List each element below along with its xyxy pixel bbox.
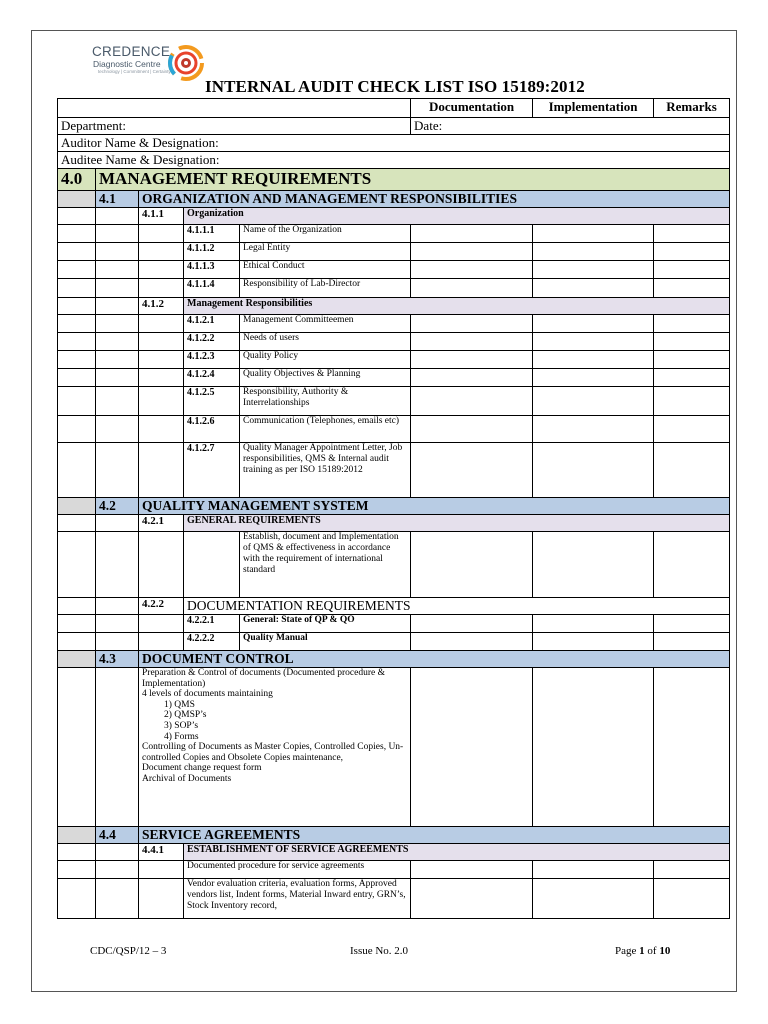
section-row	[58, 169, 730, 191]
list-item: 1) QMS	[164, 699, 195, 710]
item-text: 4 levels of documents maintaining	[142, 689, 273, 700]
checklist-row	[58, 416, 730, 443]
implementation-cell[interactable]	[533, 416, 654, 443]
documentation-cell[interactable]	[411, 369, 533, 387]
checklist-row	[58, 225, 730, 243]
item-text: Documented procedure for service agreements	[184, 861, 411, 879]
subsubsection-title: Organization	[184, 208, 730, 225]
documentation-cell[interactable]	[411, 387, 533, 416]
implementation-cell[interactable]	[533, 633, 654, 651]
item-number: 4.1.2.6	[184, 416, 240, 443]
auditee-label: Auditee Name & Designation:	[58, 152, 730, 169]
subsection-number: 4.3	[96, 651, 139, 668]
department-row	[58, 118, 730, 135]
documentation-cell[interactable]	[411, 351, 533, 369]
checklist-row	[58, 443, 730, 498]
list-item: 3) SOP’s	[164, 720, 199, 731]
documentation-cell[interactable]	[411, 443, 533, 498]
documentation-cell[interactable]	[411, 879, 533, 919]
item-number: 4.1.1.1	[184, 225, 240, 243]
documentation-cell[interactable]	[411, 615, 533, 633]
checklist-row	[58, 668, 730, 827]
documentation-cell[interactable]	[411, 633, 533, 651]
documentation-cell[interactable]	[411, 279, 533, 298]
remarks-cell[interactable]	[654, 633, 730, 651]
implementation-cell[interactable]	[533, 333, 654, 351]
document-code: CDC/QSP/12 – 3	[90, 945, 167, 957]
subsection-title: QUALITY MANAGEMENT SYSTEM	[139, 498, 730, 515]
item-number: 4.2.2.2	[184, 633, 240, 651]
item-text: Quality Objectives & Planning	[240, 369, 411, 387]
item-number: 4.1.2.2	[184, 333, 240, 351]
document-control-details	[139, 668, 411, 827]
implementation-cell[interactable]	[533, 225, 654, 243]
logo-mark-icon	[167, 44, 205, 82]
item-number: 4.1.1.2	[184, 243, 240, 261]
document-title: INTERNAL AUDIT CHECK LIST ISO 15189:2012	[205, 77, 585, 96]
checklist-row	[58, 369, 730, 387]
remarks-cell[interactable]	[654, 351, 730, 369]
section-number: 4.0	[58, 169, 96, 191]
item-text: Needs of users	[240, 333, 411, 351]
subsection-row	[58, 651, 730, 668]
item-text: Preparation & Control of documents (Documented procedure & Implementation)	[142, 668, 385, 689]
item-text: Controlling of Documents as Master Copies, Controlled Copies, Un-controlled Copies and Obsolete Copies maintenance,	[142, 742, 404, 763]
item-text: Quality Policy	[240, 351, 411, 369]
checklist-row	[58, 333, 730, 351]
auditee-row	[58, 152, 730, 169]
item-text: Responsibility of Lab-Director	[240, 279, 411, 298]
documentation-cell[interactable]	[411, 333, 533, 351]
item-number: 4.2.2.1	[184, 615, 240, 633]
subsection-title: SERVICE AGREEMENTS	[139, 827, 730, 844]
remarks-cell[interactable]	[654, 315, 730, 333]
subsubsection-row	[58, 515, 730, 532]
remarks-cell[interactable]	[654, 615, 730, 633]
credence-logo	[92, 44, 212, 94]
checklist-row	[58, 261, 730, 279]
subsubsection-number: 4.4.1	[139, 844, 184, 861]
remarks-cell[interactable]	[654, 261, 730, 279]
remarks-cell[interactable]	[654, 243, 730, 261]
implementation-cell[interactable]	[533, 668, 654, 827]
auditor-label: Auditor Name & Designation:	[58, 135, 730, 152]
documentation-cell[interactable]	[411, 861, 533, 879]
item-text: Vendor evaluation criteria, evaluation forms, Approved vendors list, Indent forms, Material Inward entry, GRN’s, Stock Inventory record,	[184, 879, 411, 919]
item-text: Establish, document and Implementation of QMS & effectiveness in accordance with the requirement of international standard	[240, 532, 411, 598]
implementation-cell[interactable]	[533, 261, 654, 279]
remarks-cell[interactable]	[654, 369, 730, 387]
implementation-cell[interactable]	[533, 279, 654, 298]
item-number: 4.1.1.4	[184, 279, 240, 298]
item-number: 4.1.2.1	[184, 315, 240, 333]
remarks-cell[interactable]	[654, 279, 730, 298]
remarks-cell[interactable]	[654, 225, 730, 243]
item-text: Legal Entity	[240, 243, 411, 261]
checklist-row	[58, 243, 730, 261]
subsection-title: DOCUMENT CONTROL	[139, 651, 730, 668]
subsubsection-number: 4.2.1	[139, 515, 184, 532]
department-label: Department:	[58, 118, 411, 135]
implementation-cell[interactable]	[533, 879, 654, 919]
documentation-cell[interactable]	[411, 532, 533, 598]
checklist-row	[58, 351, 730, 369]
item-number: 4.1.1.3	[184, 261, 240, 279]
subsubsection-title: Management Responsibilities	[184, 298, 730, 315]
item-text: General: State of QP & QO	[240, 615, 411, 633]
issue-number: Issue No. 2.0	[350, 945, 409, 957]
subsubsection-row	[58, 208, 730, 225]
item-text: Management Committeemen	[240, 315, 411, 333]
item-text: Responsibility, Authority & Interrelationships	[240, 387, 411, 416]
column-header-row	[58, 99, 730, 118]
checklist-row	[58, 387, 730, 416]
subsection-row	[58, 191, 730, 208]
date-label: Date:	[411, 118, 730, 135]
implementation-cell[interactable]	[533, 387, 654, 416]
subsection-number: 4.2	[96, 498, 139, 515]
implementation-cell[interactable]	[533, 243, 654, 261]
remarks-cell[interactable]	[654, 668, 730, 827]
implementation-cell[interactable]	[533, 315, 654, 333]
section-title: MANAGEMENT REQUIREMENTS	[96, 169, 730, 191]
implementation-cell[interactable]	[533, 351, 654, 369]
checklist-row	[58, 315, 730, 333]
subsubsection-row	[58, 844, 730, 861]
item-number: 4.1.2.5	[184, 387, 240, 416]
item-number: 4.1.2.3	[184, 351, 240, 369]
remarks-cell[interactable]	[654, 861, 730, 879]
implementation-cell[interactable]	[533, 443, 654, 498]
implementation-cell[interactable]	[533, 861, 654, 879]
subsubsection-number: 4.1.1	[139, 208, 184, 225]
documentation-header: Documentation	[411, 99, 533, 118]
item-text: Quality Manual	[240, 633, 411, 651]
documentation-cell[interactable]	[411, 416, 533, 443]
remarks-cell[interactable]	[654, 879, 730, 919]
implementation-cell[interactable]	[533, 615, 654, 633]
documentation-cell[interactable]	[411, 668, 533, 827]
item-text: Ethical Conduct	[240, 261, 411, 279]
subsubsection-row	[58, 598, 730, 615]
documentation-cell[interactable]	[411, 261, 533, 279]
item-text: Name of the Organization	[240, 225, 411, 243]
subsection-row	[58, 827, 730, 844]
remarks-cell[interactable]	[654, 416, 730, 443]
remarks-header: Remarks	[654, 99, 730, 118]
subsubsection-number: 4.1.2	[139, 298, 184, 315]
item-number: 4.1.2.4	[184, 369, 240, 387]
item-text: Document change request form	[142, 763, 262, 774]
subsection-title: ORGANIZATION AND MANAGEMENT RESPONSIBILITIES	[139, 191, 730, 208]
item-text: Quality Manager Appointment Letter, Job responsibilities, QMS & Internal audit training as per ISO 15189:2012	[240, 443, 411, 498]
subsubsection-title: ESTABLISHMENT OF SERVICE AGREEMENTS	[184, 844, 730, 861]
logo-name: CREDENCE	[92, 44, 171, 59]
implementation-header: Implementation	[533, 99, 654, 118]
subsection-number: 4.4	[96, 827, 139, 844]
auditor-row	[58, 135, 730, 152]
subsubsection-title: DOCUMENTATION REQUIREMENTS	[184, 598, 730, 615]
logo-subtitle: Diagnostic Centre	[93, 59, 161, 69]
list-item: 4) Forms	[164, 731, 199, 742]
checklist-row	[58, 615, 730, 633]
checklist-row	[58, 879, 730, 919]
subsubsection-title: GENERAL REQUIREMENTS	[184, 515, 730, 532]
subsection-row	[58, 498, 730, 515]
remarks-cell[interactable]	[654, 333, 730, 351]
logo-tagline: technology | Commitment | Certainty	[98, 69, 171, 74]
subsubsection-row	[58, 298, 730, 315]
item-text: Archival of Documents	[142, 773, 232, 784]
item-number: 4.1.2.7	[184, 443, 240, 498]
documentation-cell[interactable]	[411, 243, 533, 261]
remarks-cell[interactable]	[654, 387, 730, 416]
checklist-row	[58, 861, 730, 879]
remarks-cell[interactable]	[654, 443, 730, 498]
checklist-row	[58, 532, 730, 598]
documentation-cell[interactable]	[411, 225, 533, 243]
audit-checklist-table	[57, 98, 730, 919]
item-text: Communication (Telephones, emails etc)	[240, 416, 411, 443]
implementation-cell[interactable]	[533, 369, 654, 387]
documentation-cell[interactable]	[411, 315, 533, 333]
list-item: 2) QMSP’s	[164, 710, 207, 721]
page-number: Page 1 of 10	[615, 945, 671, 957]
remarks-cell[interactable]	[654, 532, 730, 598]
checklist-row	[58, 279, 730, 298]
subsection-number: 4.1	[96, 191, 139, 208]
checklist-row	[58, 633, 730, 651]
subsubsection-number: 4.2.2	[139, 598, 184, 615]
implementation-cell[interactable]	[533, 532, 654, 598]
